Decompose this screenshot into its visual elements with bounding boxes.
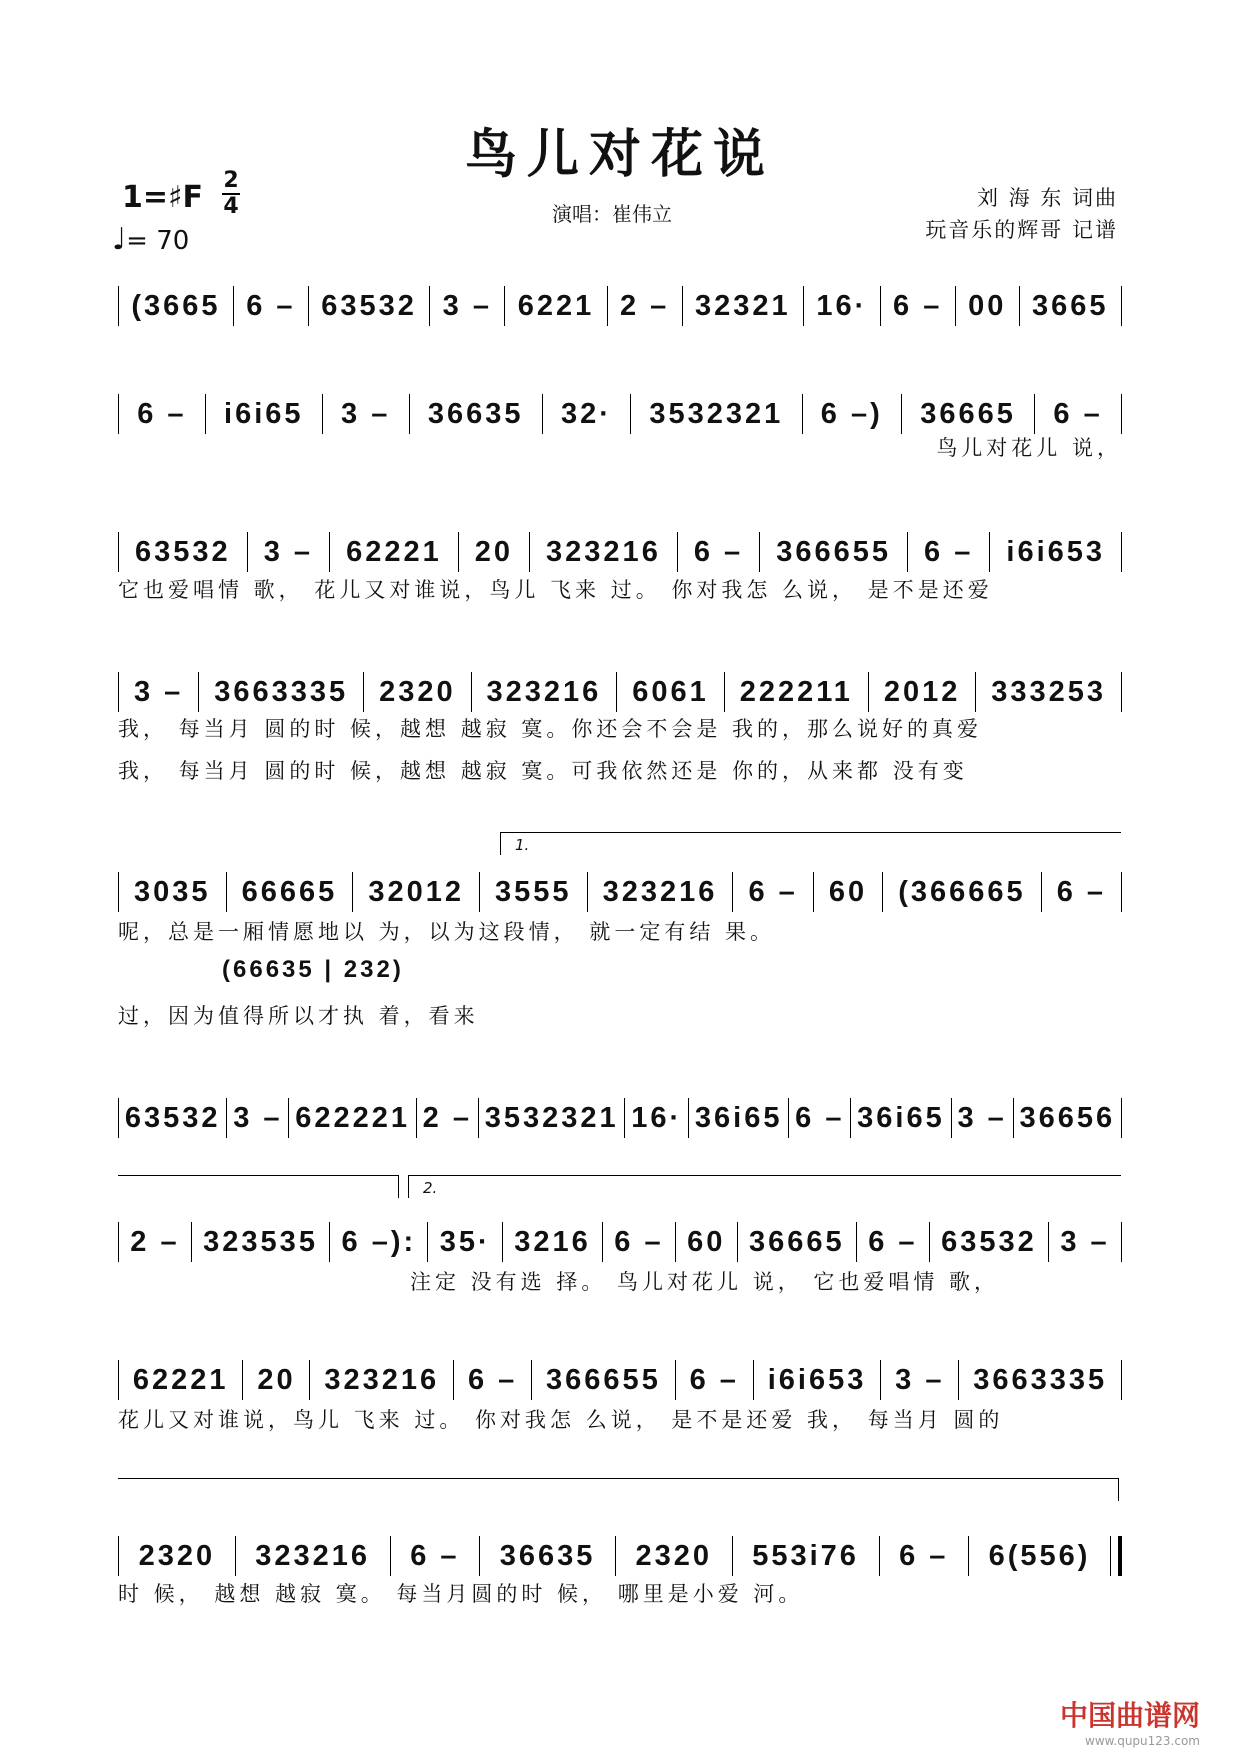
measure: 6 – — [893, 289, 943, 322]
measure: 366655 — [776, 535, 891, 568]
barline — [1121, 394, 1122, 434]
singer-credit: 演唱：崔伟立 — [552, 202, 672, 226]
measure: 222211 — [739, 675, 853, 708]
measure: 6 – — [924, 535, 974, 568]
second-ending-bracket-continued — [118, 1478, 1119, 1501]
measure: 323535 — [203, 1225, 318, 1258]
first-ending-bracket — [500, 832, 1121, 855]
measure: 3035 — [134, 875, 211, 908]
measure: i6i653 — [767, 1363, 867, 1396]
measure: 6 – — [899, 1539, 949, 1572]
song-title: 鸟儿对花说 — [464, 124, 775, 185]
alternate-notes: (66635 | 232) — [222, 956, 404, 983]
measure: 6 – — [137, 397, 187, 430]
measure: 6 – — [246, 289, 296, 322]
measure: 62221 — [346, 535, 442, 568]
measure: 6 –) — [820, 397, 883, 430]
measure: 3 – — [895, 1363, 945, 1396]
measure: 323216 — [324, 1363, 440, 1396]
measure: 16· — [631, 1101, 683, 1134]
measure: 20 — [474, 535, 514, 568]
measure: 2 – — [422, 1101, 472, 1134]
measure: 32· — [560, 397, 612, 430]
measure: 333253 — [991, 675, 1107, 708]
lyrics-line: 我， 每当月 圆的时 候，越想 越寂 寞。可我依然还是 你的，从来都 没有变 — [118, 759, 968, 783]
second-ending-bracket — [408, 1175, 1121, 1198]
notation-row — [118, 1360, 1122, 1400]
measure: 6(556) — [988, 1539, 1091, 1572]
watermark-name: 中国曲谱网 — [1059, 1699, 1200, 1732]
notation-row — [118, 1536, 1122, 1576]
measure: 60 — [828, 875, 868, 908]
measure: 32321 — [695, 289, 791, 322]
measure: 3 – — [233, 1101, 283, 1134]
measure: 35· — [439, 1225, 491, 1258]
measure: 2320 — [138, 1539, 216, 1572]
notation-row — [118, 872, 1122, 912]
notation-row — [118, 394, 1122, 434]
measure: 6061 — [632, 675, 709, 708]
measure: 6 – — [868, 1225, 918, 1258]
lyrics-line: 注定 没有选 择。 鸟儿对花儿 说， 它也爱唱情 歌， — [410, 1270, 1000, 1294]
measure: 63532 — [941, 1225, 1037, 1258]
measure: 3555 — [495, 875, 572, 908]
watermark — [1060, 1694, 1200, 1748]
measure: 60 — [687, 1225, 726, 1258]
measure: 6 – — [1056, 875, 1107, 908]
measure: 36665 — [920, 397, 1016, 430]
key-signature: 1=♯F — [122, 180, 204, 215]
tempo-value: = 70 — [126, 226, 190, 256]
measure: 2320 — [635, 1539, 713, 1572]
measure: 6 – — [693, 535, 744, 568]
measure: (3665 — [131, 289, 221, 322]
measure: 66665 — [241, 875, 338, 908]
measure: 3663335 — [214, 675, 349, 708]
lyrics-line: 它也爱唱情 歌， 花儿又对谁说，鸟儿 飞来 过。 你对我怎 么说， 是不是还爱 — [118, 578, 993, 602]
measure: 63532 — [135, 535, 231, 568]
first-ending-label: 1. — [515, 836, 530, 854]
measure: i6i65 — [224, 397, 304, 430]
lyrics-line: 鸟儿对花儿 说， — [936, 436, 1122, 460]
measure: 36635 — [427, 397, 524, 430]
second-ending-label: 2. — [423, 1179, 438, 1197]
measure: 3532321 — [649, 397, 784, 430]
barline — [1121, 1360, 1122, 1400]
measure: 3 – — [1060, 1225, 1110, 1258]
barline — [1121, 872, 1122, 912]
measure: 36665 — [749, 1225, 845, 1258]
measure: 6 – — [410, 1539, 460, 1572]
measure: 6 – — [1053, 397, 1103, 430]
measure: 2 – — [130, 1225, 180, 1258]
barline — [1121, 286, 1122, 326]
time-signature-bottom: 4 — [223, 194, 239, 219]
first-ending-bracket-continued — [118, 1175, 399, 1198]
watermark-url: www.qupu123.com — [1085, 1734, 1200, 1748]
measure: 00 — [968, 289, 1007, 322]
lyricist-composer-credit: 刘 海 东 词曲 — [976, 186, 1118, 210]
notation-row — [118, 1098, 1122, 1138]
measure: 3665 — [1032, 289, 1109, 322]
measure: 36i65 — [694, 1101, 783, 1134]
measure: 2320 — [379, 675, 456, 708]
measure: 63532 — [124, 1101, 221, 1134]
barline — [1121, 1222, 1122, 1262]
measure: 6 – — [748, 875, 798, 908]
time-signature — [222, 170, 240, 218]
measure: 62221 — [132, 1363, 229, 1396]
measure: 2012 — [883, 675, 961, 708]
measure: 6 – — [467, 1363, 518, 1396]
measure: 3 – — [442, 289, 492, 322]
measure: 6 – — [795, 1101, 845, 1134]
measure: 6 – — [614, 1225, 664, 1258]
measure: 6221 — [517, 289, 595, 322]
barline — [1121, 532, 1122, 572]
measure: 2 – — [619, 289, 670, 322]
measure: 323216 — [546, 535, 661, 568]
measure: 323216 — [255, 1539, 371, 1572]
measure: 3 – — [957, 1101, 1007, 1134]
measure: (366665 — [898, 875, 1026, 908]
measure: 36656 — [1019, 1101, 1116, 1134]
measure: 366655 — [546, 1363, 661, 1396]
measure: i6i653 — [1006, 535, 1106, 568]
measure: 32012 — [368, 875, 464, 908]
time-signature-top: 2 — [223, 168, 239, 193]
notation-row — [118, 1222, 1122, 1262]
barline — [1121, 672, 1122, 712]
measure: 622221 — [295, 1101, 410, 1134]
measure: 553i76 — [752, 1539, 859, 1572]
lyrics-line: 过，因为值得所以才执 着，看来 — [118, 1004, 479, 1028]
tempo-marking — [112, 222, 189, 257]
lyrics-line: 我， 每当月 圆的时 候，越想 越寂 寞。你还会不会是 我的，那么说好的真爱 — [118, 717, 983, 741]
final-barline — [1110, 1536, 1122, 1576]
measure: 323216 — [602, 875, 718, 908]
measure: 3 – — [341, 397, 391, 430]
measure: 3 – — [133, 675, 184, 708]
lyrics-line: 花儿又对谁说，鸟儿 飞来 过。 你对我怎 么说， 是不是还爱 我， 每当月 圆的 — [118, 1408, 1004, 1432]
measure: 6 –): — [341, 1225, 417, 1258]
measure: 3663335 — [973, 1363, 1108, 1396]
notation-row — [118, 532, 1122, 572]
notation-row — [118, 286, 1122, 326]
lyrics-line: 时 候， 越想 越寂 寞。 每当月圆的时 候， 哪里是小爱 河。 — [118, 1582, 804, 1606]
barline — [1121, 1098, 1122, 1138]
measure: 6 – — [689, 1363, 739, 1396]
notation-row — [118, 672, 1122, 712]
measure: 3216 — [514, 1225, 591, 1258]
measure: 16· — [816, 289, 868, 322]
measure: 3532321 — [484, 1101, 619, 1134]
measure: 3 – — [263, 535, 314, 568]
measure: 36i65 — [857, 1101, 945, 1134]
transcriber-credit: 玩音乐的辉哥 记谱 — [925, 218, 1118, 242]
measure: 323216 — [486, 675, 602, 708]
measure: 63532 — [321, 289, 417, 322]
lyrics-line: 呢，总是一厢情愿地以 为，以为这段情， 就一定有结 果。 — [118, 920, 776, 944]
measure: 36635 — [499, 1539, 596, 1572]
measure: 20 — [257, 1363, 296, 1396]
quarter-note-icon: ♩ — [112, 222, 127, 257]
